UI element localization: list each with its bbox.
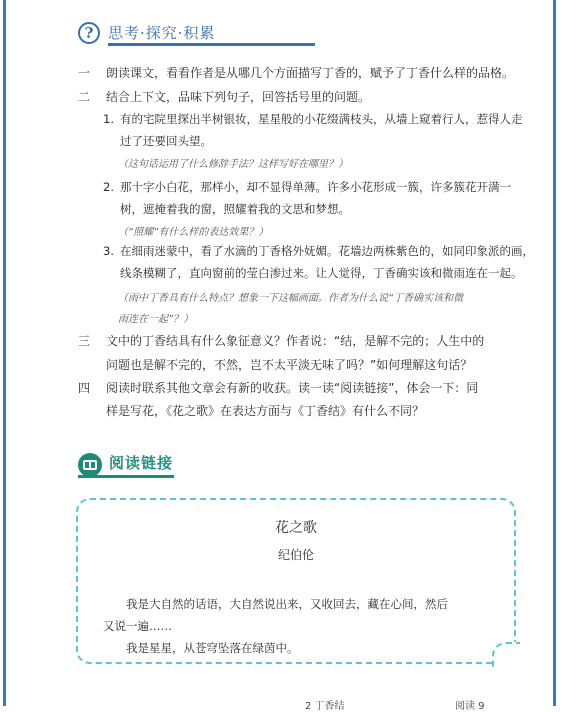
question-number: 二: [78, 90, 91, 104]
question-text: 结合上下文，品味下列句子，回答括号里的问题。: [106, 90, 371, 104]
box-corner-fold: [492, 642, 520, 670]
question-text: 问题也是解不完的，不然，岂不太平淡无味了吗？”如何理解这句话？: [106, 358, 473, 372]
sub-item-text: 过了还要回头望。: [120, 134, 212, 148]
sub-item-1-hint: （这句话运用了什么修辞手法？这样写好在哪里？）: [118, 159, 348, 170]
question-number: 一: [78, 66, 91, 80]
reading-link-title: 阅读链接: [109, 454, 174, 472]
sub-item-number: 2.: [103, 180, 114, 194]
sub-item-number: 1.: [103, 112, 114, 126]
sub-item-3-hint-cont: 雨连在一起”？）: [118, 314, 194, 325]
question-number: 四: [78, 381, 91, 395]
sub-item-text: 有的宅院里探出半树银妆，星星般的小花缀满枝头，从墙上窥着行人，惹得人走: [120, 112, 523, 126]
poem-line: 又说一遍……: [103, 619, 172, 633]
poem-line: 我是星星，从苍穹坠落在绿茵中。: [126, 641, 299, 655]
section-title: 思考·探究·积累: [108, 24, 216, 42]
question-mark-icon: ?: [78, 22, 100, 44]
sub-item-text: 树，遮掩着我的窗，照耀着我的文思和梦想。: [120, 202, 350, 216]
question-text: 朗读课文，看看作者是从哪几个方面描写丁香的，赋予了丁香什么样的品格。: [106, 66, 515, 80]
poem-author: 纪伯伦: [277, 548, 314, 562]
page-right-border: [553, 0, 556, 706]
section-underline: [108, 43, 315, 46]
question-text: 文中的丁香结具有什么象征意义？作者说：“结，是解不完的；人生中的: [106, 334, 485, 348]
footer-right: 阅读 9: [455, 701, 485, 712]
sub-item-3-hint: （雨中丁香具有什么特点？想象一下这幅画面。作者为什么说“丁香确实该和微: [118, 293, 464, 304]
page-left-border: [3, 0, 6, 706]
poem-title: 花之歌: [275, 520, 317, 536]
question-text: 样是写花，《花之歌》在表达方面与《丁香结》有什么不同？: [106, 404, 425, 418]
poem-line: 我是大自然的话语，大自然说出来，又收回去，藏在心间，然后: [126, 597, 448, 611]
sub-item-2-hint: （“照耀”有什么样的表达效果？）: [118, 227, 269, 238]
reading-link-underline: [78, 475, 174, 478]
question-text: 阅读时联系其他文章会有新的收获。读一读“阅读链接”，体会一下：同: [106, 381, 479, 395]
book-icon: [78, 453, 102, 477]
sub-item-text: 那十字小白花，那样小，却不显得单薄。许多小花形成一簇，许多簇花开满一: [120, 180, 511, 194]
question-number: 三: [78, 334, 91, 348]
sub-item-text: 线条模糊了，直向窗前的莹白渗过来。让人觉得，丁香确实该和微雨连在一起。: [120, 266, 523, 280]
footer-left: 2 丁香结: [305, 701, 345, 712]
sub-item-text: 在细雨迷蒙中，看了水滴的丁香格外妩媚。花墙边两株紫色的，如同印象派的画，: [120, 244, 534, 258]
sub-item-number: 3.: [103, 244, 114, 258]
